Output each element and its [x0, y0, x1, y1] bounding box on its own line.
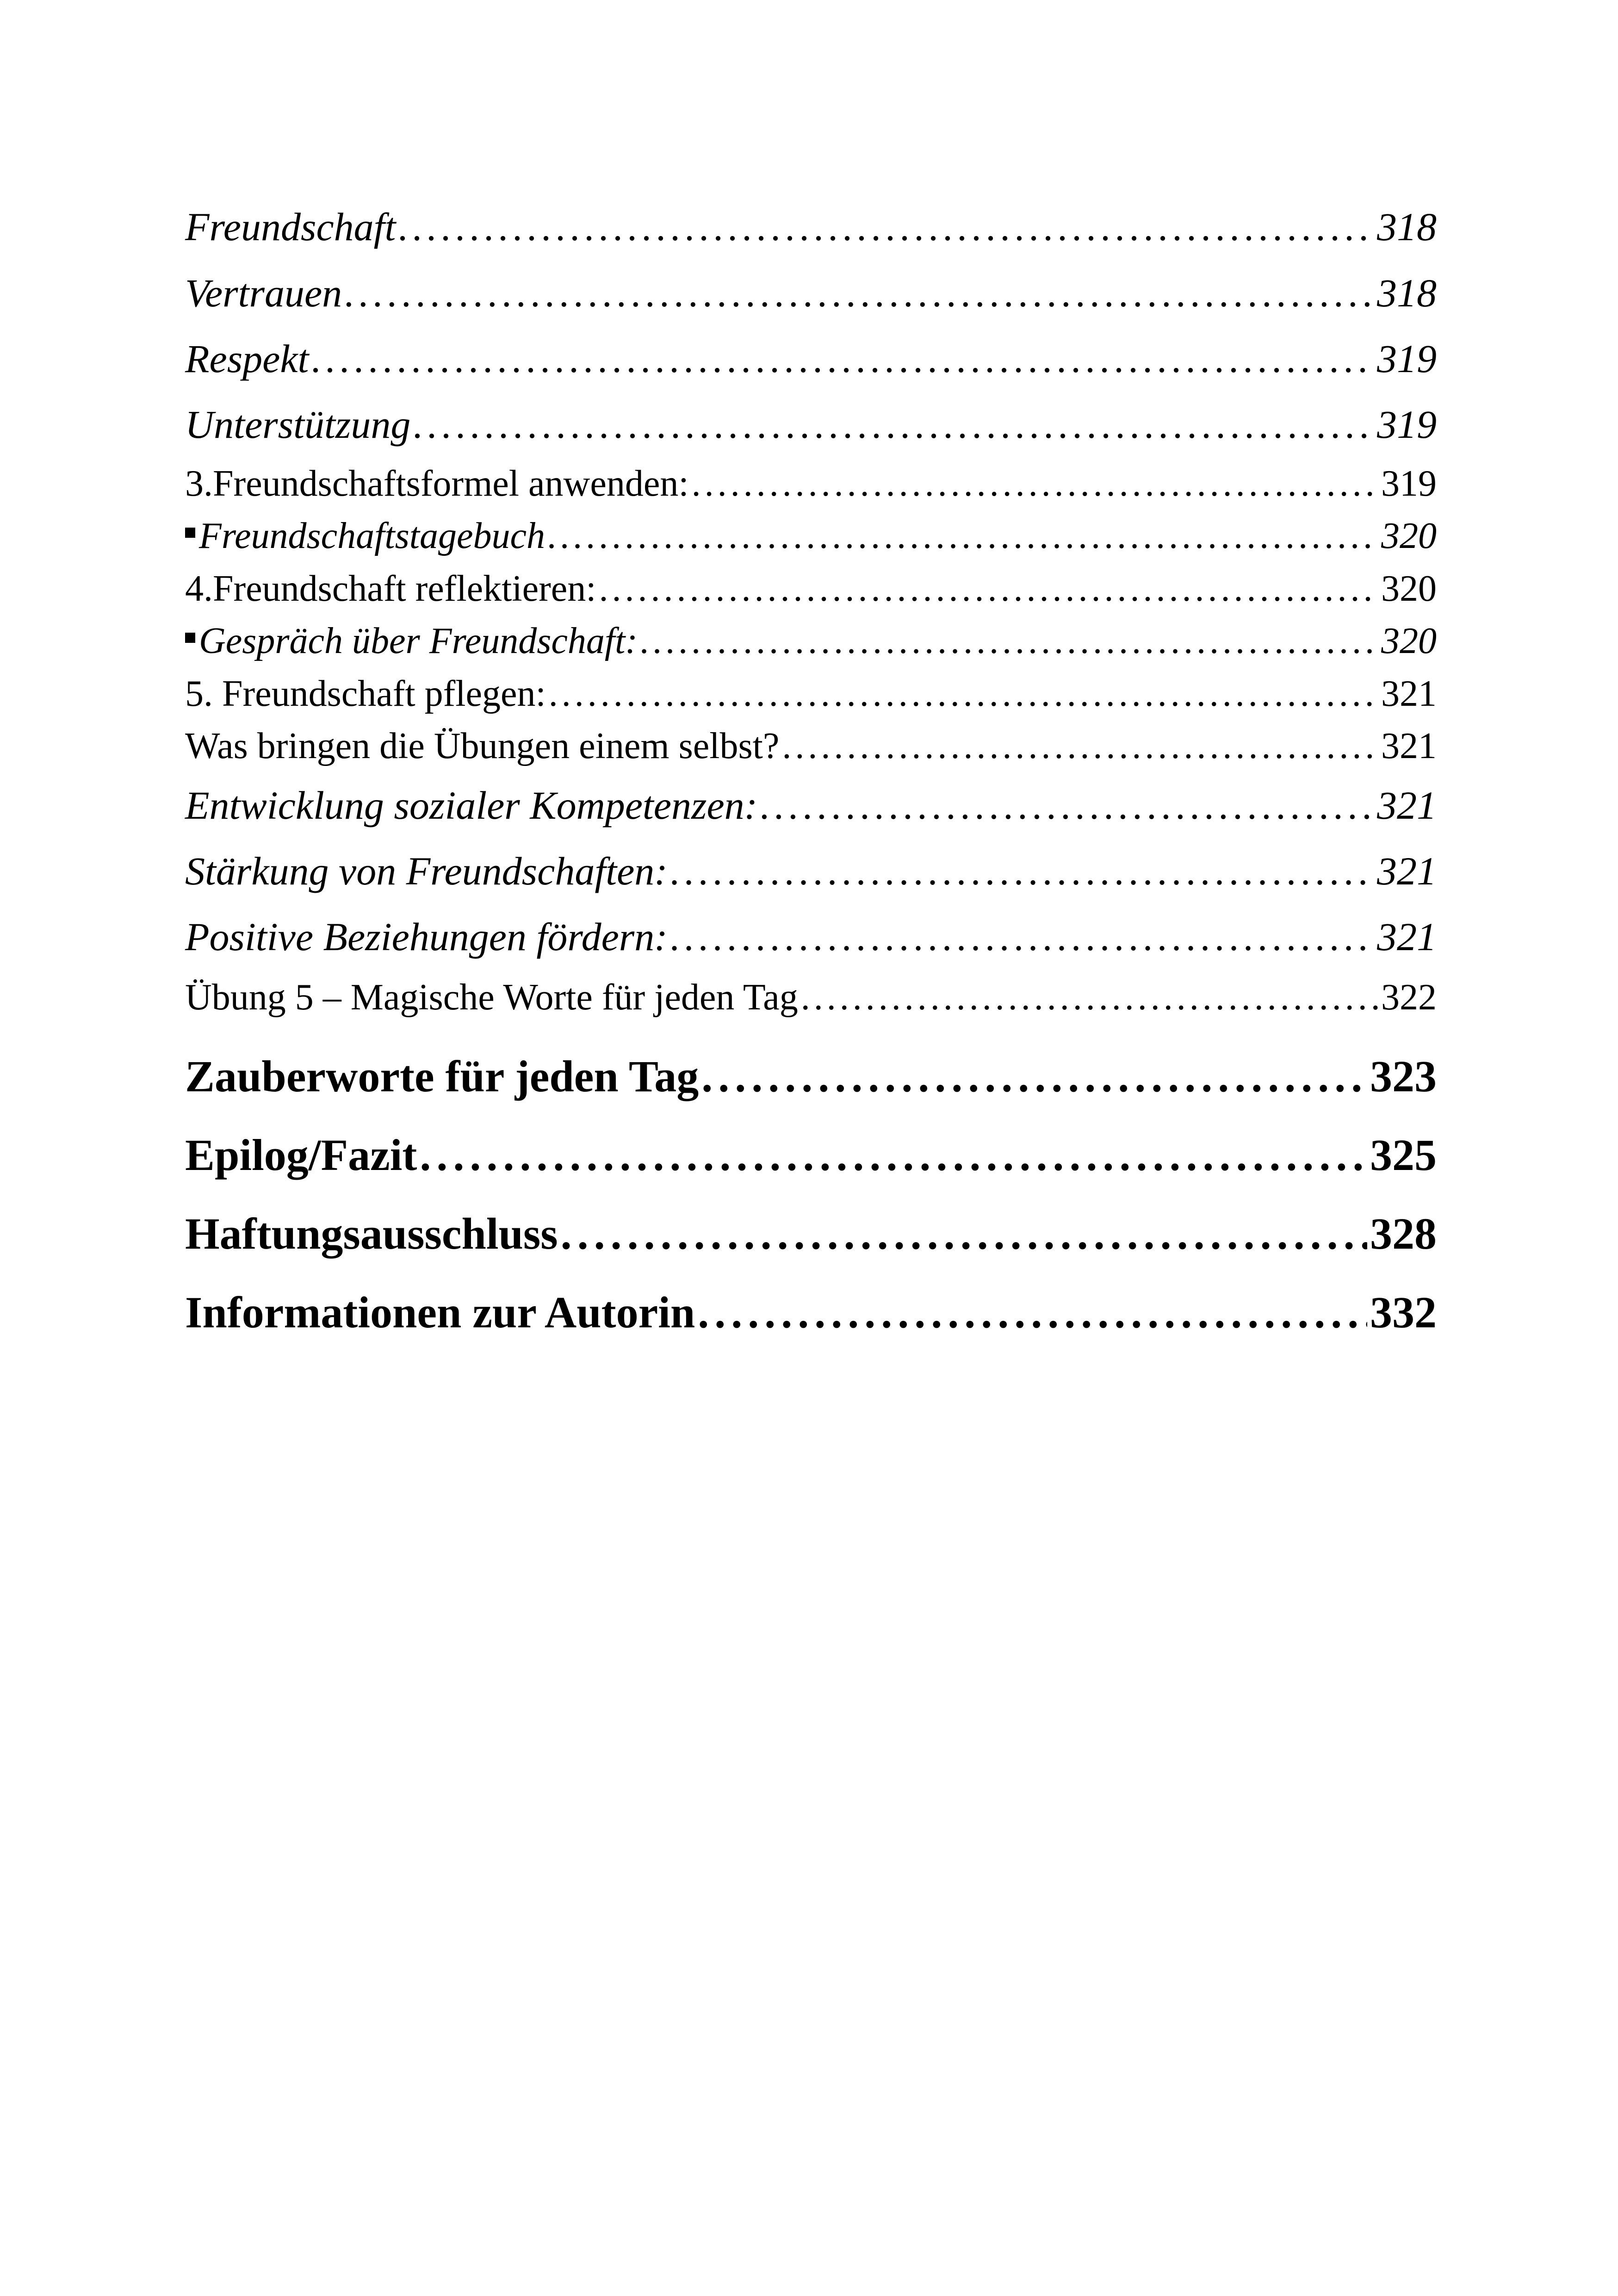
toc-entry[interactable]: [185, 620, 1437, 662]
dot-leader: [345, 270, 1374, 316]
toc-entry-page: 321: [1377, 849, 1437, 893]
toc-entry-page: 318: [1377, 205, 1437, 249]
toc-entry-title: Vertrauen: [185, 271, 342, 315]
dot-leader: [801, 977, 1378, 1019]
toc-entry-title: Übung 5 – Magische Worte für jeden Tag: [185, 977, 798, 1018]
toc-entry-title: 5. Freundschaft pflegen:: [185, 673, 546, 714]
toc-entry[interactable]: [185, 204, 1437, 250]
dot-leader: [599, 568, 1378, 610]
toc-entry[interactable]: [185, 1208, 1437, 1259]
dot-leader: [760, 782, 1374, 828]
toc-entry[interactable]: [185, 914, 1437, 960]
toc-entry[interactable]: [185, 782, 1437, 828]
toc-entry-page: 319: [1377, 402, 1437, 447]
toc-entry[interactable]: [185, 673, 1437, 715]
dot-leader: [548, 515, 1378, 557]
toc-entry-page: 325: [1370, 1130, 1437, 1180]
dot-leader: [782, 725, 1378, 767]
toc-entry-title: [185, 620, 638, 662]
toc-entry-title: Was bringen die Übungen einem selbst?: [185, 726, 780, 766]
toc-entry-page: 321: [1381, 673, 1437, 714]
toc-entry-page: 323: [1370, 1052, 1437, 1101]
toc-entry-title-text: Gespräch über Freundschaft:: [199, 621, 638, 661]
toc-entry-page: 320: [1381, 621, 1437, 661]
toc-entry-title: Stärkung von Freundschaften:: [185, 849, 668, 893]
toc-entry-title: Respekt: [185, 336, 309, 381]
toc-entry-title: [185, 515, 545, 557]
toc-entry[interactable]: [185, 977, 1437, 1019]
toc-entry[interactable]: [185, 401, 1437, 448]
toc-entry-page: 320: [1381, 516, 1437, 556]
toc-entry-page: 319: [1377, 336, 1437, 381]
toc-entry-title: Freundschaft: [185, 205, 396, 249]
dot-leader: [413, 401, 1374, 448]
toc-entry-title: Epilog/Fazit: [185, 1130, 417, 1180]
toc-entry-title: Haftungsausschluss: [185, 1209, 558, 1258]
toc-entry[interactable]: [185, 463, 1437, 505]
toc-entry[interactable]: [185, 270, 1437, 316]
dot-leader: [398, 204, 1374, 250]
dot-leader: [670, 848, 1374, 894]
toc-entry-title: Positive Beziehungen fördern:: [185, 915, 668, 959]
dot-leader: [692, 463, 1378, 505]
toc-entry-title: Zauberworte für jeden Tag: [185, 1052, 699, 1101]
dot-leader: [549, 673, 1378, 715]
toc-entry-title: Unterstützung: [185, 402, 411, 447]
toc-entry-page: 321: [1377, 783, 1437, 828]
toc-entry-title: Informationen zur Autorin: [185, 1288, 695, 1337]
toc-entry-title: 4.Freundschaft reflektieren:: [185, 568, 596, 609]
dot-leader: [420, 1129, 1367, 1181]
toc-entry-page: 320: [1381, 568, 1437, 609]
toc-entry-title-text: Freundschaftstagebuch: [199, 516, 546, 556]
dot-leader: [561, 1208, 1367, 1259]
toc-entry[interactable]: [185, 568, 1437, 610]
toc-entry-page: 318: [1377, 271, 1437, 315]
toc-entry[interactable]: [185, 1287, 1437, 1338]
bullet-square-icon: [185, 633, 195, 643]
toc-entry[interactable]: [185, 1129, 1437, 1181]
toc-entry[interactable]: [185, 725, 1437, 767]
dot-leader: [670, 914, 1374, 960]
toc-entry-page: 321: [1381, 726, 1437, 766]
dot-leader: [698, 1287, 1367, 1338]
toc-entry-title: 3.Freundschaftsformel anwenden:: [185, 463, 689, 504]
toc-entry-page: 328: [1370, 1209, 1437, 1258]
dot-leader: [311, 336, 1374, 382]
toc-entry-page: 322: [1381, 977, 1437, 1018]
dot-leader: [701, 1051, 1367, 1102]
dot-leader: [640, 620, 1378, 662]
toc-entry-page: 332: [1370, 1288, 1437, 1337]
toc-entry[interactable]: [185, 336, 1437, 382]
toc-entry[interactable]: [185, 1051, 1437, 1102]
toc-entry-title: Entwicklung sozialer Kompetenzen:: [185, 783, 758, 828]
toc-entry[interactable]: [185, 515, 1437, 557]
bullet-square-icon: [185, 528, 195, 538]
toc-entry[interactable]: [185, 848, 1437, 894]
toc-entry-page: 321: [1377, 915, 1437, 959]
toc-entry-page: 319: [1381, 463, 1437, 504]
